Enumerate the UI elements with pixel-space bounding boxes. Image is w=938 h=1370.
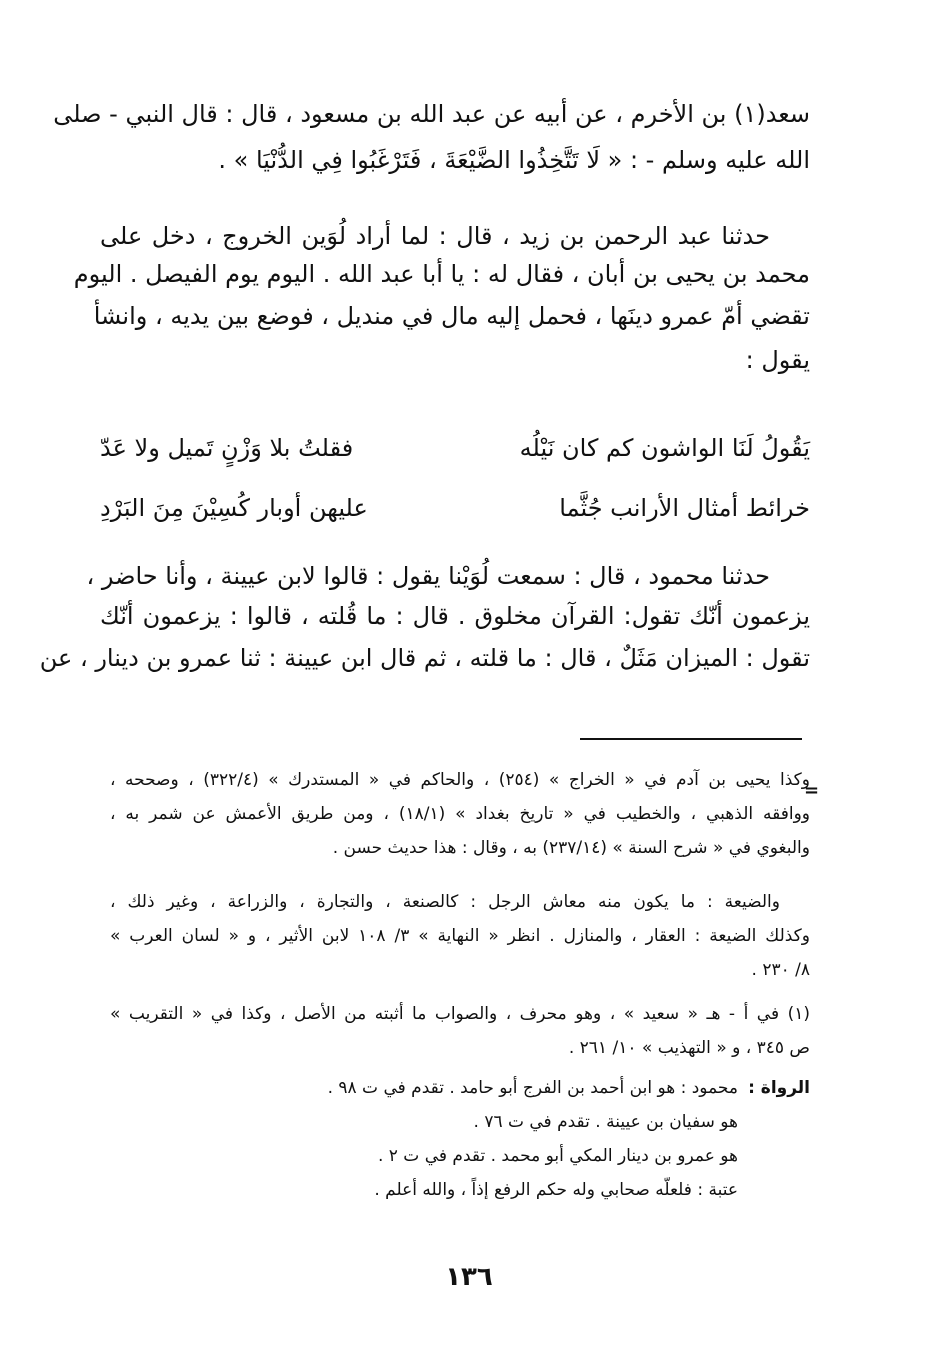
- paragraph-2-line-1: حدثنا عبد الرحمن بن زيد ، قال : لما أراد لُوَين الخروج ، دخل على: [100, 222, 770, 250]
- paragraph-3-line-1: حدثنا محمود ، قال : سمعت لُوَيْنا يقول : قالوا لابن عيينة ، وأنا حاضر ،: [86, 562, 770, 590]
- paragraph-2-line-2: محمد بن يحيى بن أبان ، فقال له : يا أبا عبد الله . اليوم يوم الفيصل . اليوم: [73, 260, 810, 288]
- paragraph-2-line-3: تقضي أمّ عمرو دينَها ، فحمل إليه مال في منديل ، فوضع بين يديه ، وانشأ: [93, 302, 810, 330]
- paragraph-1-line-2: الله عليه وسلم - : « لَا تَتَّخِذُوا الضَّيْعَةَ ، فَتَرْغَبُوا فِي الدُّنْيَا » .: [218, 146, 810, 174]
- footnote-1-line-2: ص ٣٤٥ ، و « التهذيب » ١٠/ ٢٦١ .: [568, 1038, 810, 1058]
- narrator-line-2: هو سفيان بن عيينة . تقدم في ت ٧٦ .: [473, 1112, 738, 1132]
- footnote-separator: [580, 738, 802, 740]
- poem-verse-2-first-hemistich: خرائط أمثال الأرانب جُثَّما: [559, 494, 810, 522]
- footnote-block-1-line-2: ووافقه الذهبي ، والخطيب في « تاريخ بغداد » (١٨/١) ، ومن طريق الأعمش عن شمر به ،: [110, 804, 810, 824]
- page-number: ١٣٦: [445, 1262, 493, 1292]
- footnote-block-1-line-1: وكذا يحيى بن آدم في « الخراج » (٢٥٤) ، والحاكم في « المستدرك » (٣٢٢/٤) ، وصححه ،: [110, 770, 810, 790]
- poem-verse-1-first-hemistich: يَقُولُ لَنَا الواشون كم كان نَيْلُه: [519, 434, 810, 462]
- narrator-line-3: هو عمرو بن دينار المكي أبو محمد . تقدم في ت ٢ .: [377, 1146, 738, 1166]
- narrator-line-1: محمود : هو ابن أحمد بن الفرج أبو حامد . تقدم في ت ٩٨ .: [327, 1078, 738, 1098]
- footnote-block-1-line-3: والبغوي في « شرح السنة » (٢٣٧/١٤) به ، وقال : هذا حديث حسن .: [332, 838, 810, 858]
- footnote-block-2-line-1: والضيعة : ما يكون منه معاش الرجل : كالصنعة ، والتجارة ، والزراعة ، وغير ذلك ،: [110, 892, 780, 912]
- paragraph-3-line-2: يزعمون أنّك تقول: القرآن مخلوق . قال : ما قُلته ، قالوا : يزعمون أنّك: [100, 602, 810, 630]
- paragraph-1-line-1: سعد(١) بن الأخرم ، عن أبيه عن عبد الله بن مسعود ، قال : قال النبي - صلى: [53, 100, 810, 128]
- narrator-line-4: عتبة : فلعلّه صحابي وله حكم الرفع إذاً ، والله أعلم .: [374, 1180, 738, 1200]
- footnote-block-2-line-2: وكذلك الضيعة : العقار ، والمنازل . انظر « النهاية » ٣/ ١٠٨ لابن الأثير ، و « لسان العرب »: [110, 926, 810, 946]
- poem-verse-2-second-hemistich: عليهن أوبار كُسِيْنَ مِنَ البَرْدِ: [100, 494, 368, 522]
- paragraph-2-line-4: يقول :: [745, 346, 810, 374]
- paragraph-3-line-3: تقول : الميزان مَثَلٌ ، قال : ما قلته ، ثم قال ابن عيينة : ثنا عمرو بن دينار ، عن: [39, 644, 810, 672]
- continuation-mark: =: [804, 780, 820, 801]
- footnote-block-2-line-3: ٨/ ٢٣٠ .: [751, 960, 810, 980]
- footnote-1-line-1: (١) في أ - هـ « سعيد » ، وهو محرف ، والصواب ما أثبته من الأصل ، وكذا في « التقريب »: [110, 1004, 810, 1024]
- narrators-label: الرواة :: [748, 1078, 810, 1098]
- poem-verse-1-second-hemistich: فقلتُ بلا وَزْنٍ تَميل ولا عَدّ: [100, 434, 354, 462]
